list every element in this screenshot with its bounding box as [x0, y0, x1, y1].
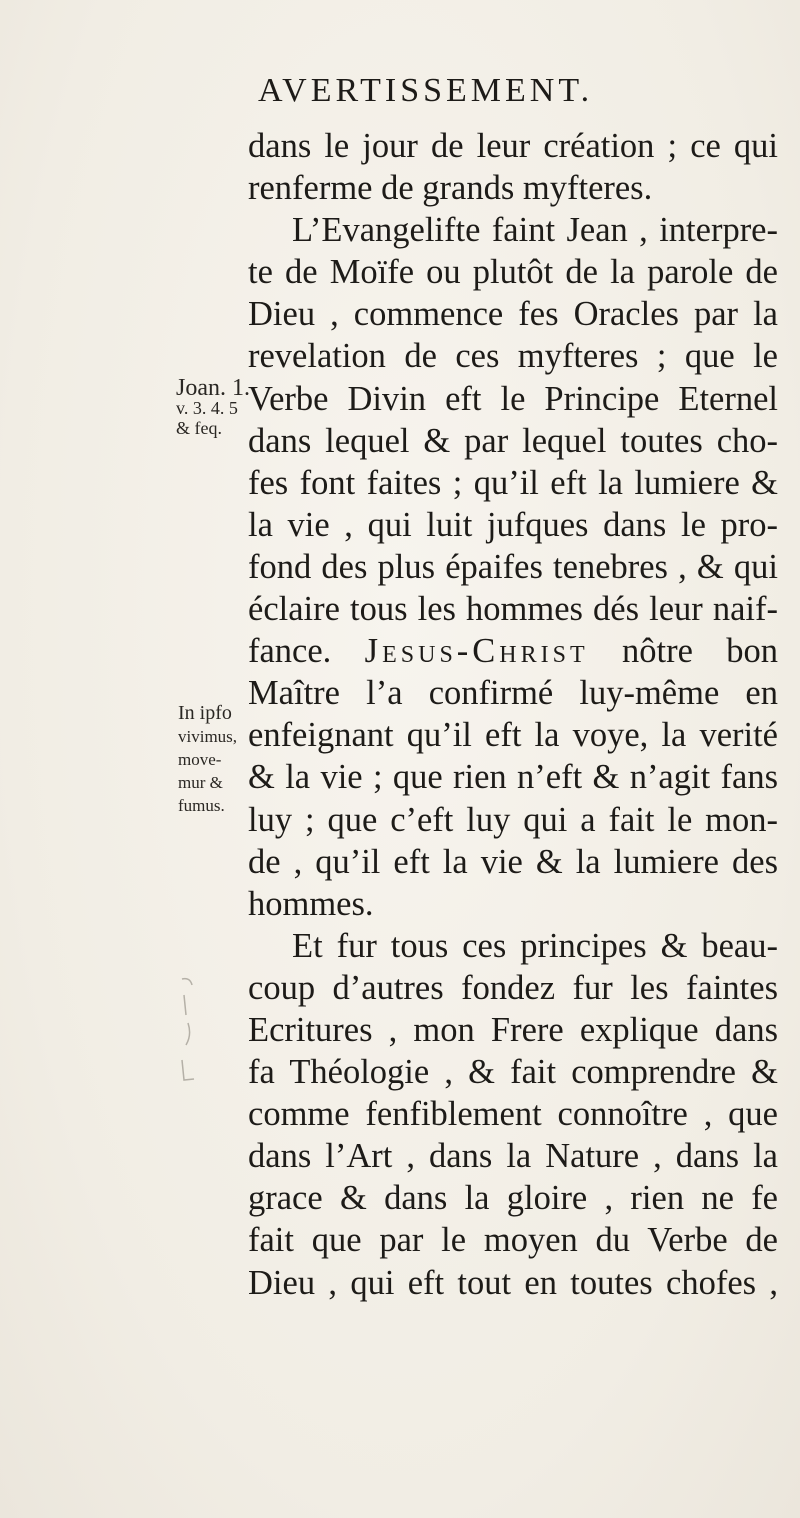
text-line: la vie , qui luit jufques dans le pro-	[248, 505, 778, 544]
text-line: L’Evangelifte faint Jean , interpre-	[292, 211, 778, 250]
text-segment: nôtre bon	[622, 632, 778, 671]
text-line: fa Théologie , & fait comprendre &	[248, 1053, 778, 1092]
text-line: Et fur tous ces principes & beau-	[292, 926, 778, 965]
text-line: fait que par le moyen du Verbe de	[248, 1221, 778, 1260]
body-text	[248, 125, 778, 1304]
margin-note-line: move-	[178, 750, 222, 769]
margin-note-line: mur &	[178, 773, 223, 792]
margin-note-line: vivimus,	[178, 727, 238, 746]
text-line: revelation de ces myfteres ; que le	[248, 337, 778, 376]
ink-smudge	[178, 975, 200, 1085]
margin-note-joan	[176, 375, 250, 438]
text-line: hommes.	[248, 884, 374, 923]
text-line: comme fenfiblement connoître , que	[248, 1095, 778, 1134]
margin-note-in-ipso	[178, 702, 237, 817]
text-line: Ecritures , mon Frere explique dans	[248, 1010, 778, 1049]
text-line	[248, 630, 778, 672]
margin-note-line: v. 3. 4. 5	[176, 398, 238, 418]
text-line: dans le jour de leur création ; ce qui	[248, 127, 778, 165]
text-line: Maître l’a confirmé luy-même en	[248, 674, 778, 713]
text-line: dans l’Art , dans la Nature , dans la	[248, 1137, 778, 1176]
text-line: grace & dans la gloire , rien ne fe	[248, 1179, 778, 1218]
text-line: coup d’autres fondez fur les faintes	[248, 968, 778, 1007]
text-line: enfeignant qu’il eft la voye, la verité	[248, 716, 778, 755]
text-line: luy ; que c’eft luy qui a fait le mon-	[248, 800, 778, 839]
text-line: Verbe Divin eft le Principe Eternel	[248, 379, 778, 418]
margin-note-line: Joan. 1.	[176, 375, 250, 401]
text-line: fond des plus épaifes tenebres , & qui	[248, 547, 778, 586]
text-line: éclaire tous les hommes dés leur naif-	[248, 590, 778, 629]
text-segment: fance.	[248, 632, 332, 671]
text-line: fes font faites ; qu’il eft la lumiere &	[248, 463, 778, 502]
margin-note-line: In ipfo	[178, 702, 232, 724]
margin-note-line: & feq.	[176, 418, 222, 438]
margin-notes	[0, 0, 248, 1518]
text-line: renferme de grands myfteres.	[248, 169, 653, 208]
text-line: dans lequel & par lequel toutes cho-	[248, 421, 778, 460]
running-head: AVERTISSEMENT.	[258, 72, 594, 109]
text-line: & la vie ; que rien n’eft & n’agit fans	[248, 758, 778, 797]
text-line: te de Moïfe ou plutôt de la parole de	[248, 253, 778, 292]
text-line: de , qu’il eft la vie & la lumiere des	[248, 842, 778, 881]
name-small-caps: Jesus-Christ	[364, 632, 589, 671]
text-line: Dieu , qui eft tout en toutes chofes ,	[248, 1263, 778, 1302]
text-line: Dieu , commence fes Oracles par la	[248, 295, 778, 334]
margin-note-line: fumus.	[178, 796, 225, 815]
